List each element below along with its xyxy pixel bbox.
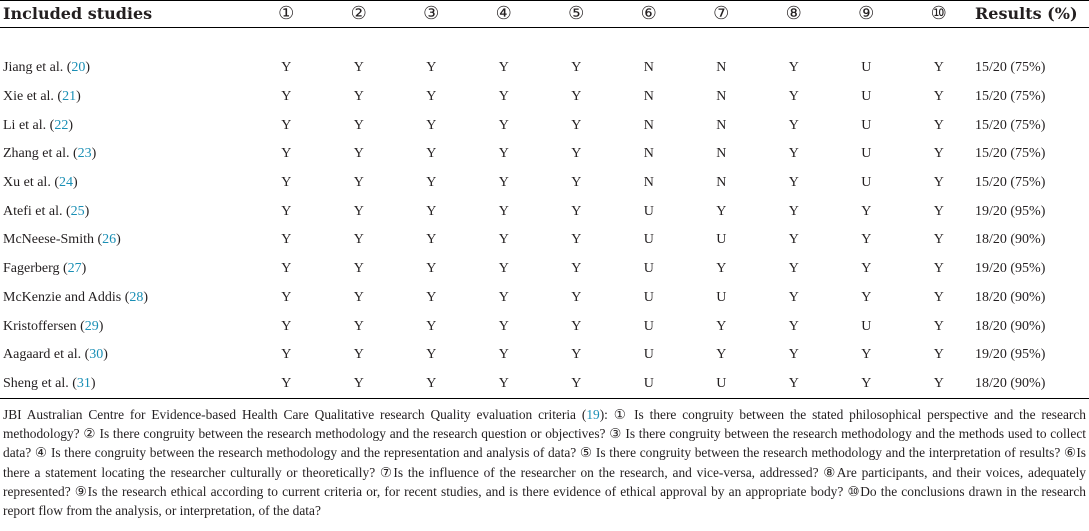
criterion-cell-9: U <box>861 146 872 162</box>
criterion-cell-5: Y <box>571 232 582 248</box>
study-name: Kristoffersen ( <box>3 318 85 334</box>
criterion-cell-3: Y <box>426 318 437 334</box>
study-name-close: ) <box>103 347 108 363</box>
criterion-cell-3: Y <box>426 375 437 391</box>
criterion-cell-10: Y <box>933 261 944 277</box>
criterion-cell-4: Y <box>498 203 509 219</box>
table-row <box>0 140 1089 169</box>
criterion-cell-8: Y <box>788 146 799 162</box>
criterion-cell-4: Y <box>498 318 509 334</box>
criterion-header-2: ② <box>350 2 367 24</box>
criterion-cell-7: N <box>716 89 727 105</box>
study-name-close: ) <box>143 289 149 305</box>
table-row <box>0 111 1089 140</box>
criterion-cell-1: Y <box>281 289 292 305</box>
criterion-cell-1: Y <box>281 203 292 219</box>
criterion-header-5: ⑤ <box>568 2 585 24</box>
study-name: Xie et al. ( <box>3 89 63 105</box>
results-header: Results (%) <box>975 3 1078 23</box>
result-cell: 15/20 (75%) <box>975 117 1046 133</box>
study-name-cell <box>0 312 250 341</box>
reference-link[interactable]: 31 <box>76 375 91 391</box>
criterion-cell-1: Y <box>281 175 292 191</box>
criterion-cell-1: Y <box>281 117 292 133</box>
reference-link[interactable]: 29 <box>84 318 99 334</box>
criterion-cell-1: Y <box>281 232 292 248</box>
criterion-cell-7: N <box>716 117 727 133</box>
criterion-cell-3: Y <box>426 175 437 191</box>
criterion-cell-7: U <box>716 375 727 391</box>
criterion-cell-5: Y <box>571 146 582 162</box>
criterion-cell-2: Y <box>353 203 364 219</box>
study-name: Aagaard et al. ( <box>3 347 90 363</box>
study-name-cell <box>0 197 250 226</box>
criterion-cell-9: Y <box>861 375 872 391</box>
criterion-header-3: ③ <box>423 2 440 24</box>
reference-link[interactable]: 23 <box>77 146 92 162</box>
criterion-cell-3: Y <box>426 89 437 105</box>
reference-link[interactable]: 24 <box>58 175 73 191</box>
criterion-cell-1: Y <box>281 89 292 105</box>
criterion-cell-2: Y <box>353 232 364 248</box>
criterion-cell-2: Y <box>353 175 364 191</box>
criterion-cell-10: Y <box>933 318 944 334</box>
criterion-cell-8: Y <box>788 375 799 391</box>
result-cell: 15/20 (75%) <box>975 175 1046 191</box>
table-bottom-rule <box>0 398 1089 399</box>
study-name: Fagerberg ( <box>3 261 68 277</box>
reference-link[interactable]: 27 <box>67 261 82 277</box>
study-name-close: ) <box>81 261 87 277</box>
criterion-cell-4: Y <box>498 375 509 391</box>
table-row <box>0 197 1089 226</box>
study-name-close: ) <box>72 175 78 191</box>
criterion-cell-10: Y <box>933 146 944 162</box>
result-cell: 19/20 (95%) <box>975 261 1046 277</box>
criterion-cell-8: Y <box>788 347 799 363</box>
criterion-cell-6: U <box>643 375 654 391</box>
result-cell: 19/20 (95%) <box>975 347 1046 363</box>
criterion-cell-4: Y <box>498 117 509 133</box>
study-name-close: ) <box>91 146 97 162</box>
criterion-cell-4: Y <box>498 347 509 363</box>
criterion-cell-4: Y <box>498 261 509 277</box>
criterion-cell-5: Y <box>571 60 582 76</box>
criterion-cell-7: N <box>716 175 727 191</box>
criterion-cell-5: Y <box>571 375 582 391</box>
table-row <box>0 341 1089 370</box>
criterion-cell-4: Y <box>498 289 509 305</box>
result-cell: 15/20 (75%) <box>975 60 1046 76</box>
criterion-cell-1: Y <box>281 375 292 391</box>
result-cell: 19/20 (95%) <box>975 203 1046 219</box>
criterion-cell-3: Y <box>426 203 437 219</box>
result-cell: 18/20 (90%) <box>975 318 1046 334</box>
criterion-cell-7: U <box>716 232 727 248</box>
criterion-cell-8: Y <box>788 261 799 277</box>
table-row <box>0 312 1089 341</box>
criterion-cell-2: Y <box>353 146 364 162</box>
table-row <box>0 284 1089 313</box>
criterion-cell-9: U <box>861 318 872 334</box>
study-name-close: ) <box>90 375 96 391</box>
criterion-cell-3: Y <box>426 347 437 363</box>
criterion-cell-10: Y <box>933 232 944 248</box>
table-footnote <box>3 405 1086 520</box>
criterion-cell-4: Y <box>498 89 509 105</box>
study-name-close: ) <box>116 232 121 248</box>
criterion-cell-4: Y <box>498 60 509 76</box>
criterion-header-4: ④ <box>495 2 512 24</box>
criterion-cell-2: Y <box>353 318 364 334</box>
table-row <box>0 83 1089 112</box>
criterion-cell-10: Y <box>933 60 944 76</box>
study-name: McKenzie and Addis ( <box>3 289 130 305</box>
result-cell: 18/20 (90%) <box>975 232 1046 248</box>
footnote-text-after: ): ① Is there congruity between the stated philosophical perspective and the research methodology? ② Is there congruity between the research methodology and the research question or objectives? ③ Is there congruity between the research methodology and the methods used to collect data? ④ Is there congruity between the research methodology and the representation and analysis of data? ⑤ Is there congruity between the research methodology and the interpretation of results? ⑥Is there a statement locating the researcher culturally or theoretically? ⑦Is the influence of the researcher on the research, and vice-versa, addressed? ⑧Are participants, and their voices, adequately represented? ⑨Is the research ethical according to current criteria or, for recent studies, and is there evidence of ethical approval by an appropriate body? ⑩Do the conclusions drawn in the research report flow from the analysis, or interpretation, of the data? <box>3 407 1086 519</box>
study-name-cell <box>0 140 250 169</box>
study-name-cell <box>0 341 250 370</box>
criterion-cell-1: Y <box>281 347 292 363</box>
header-rule <box>0 27 1089 54</box>
criterion-cell-7: Y <box>716 318 727 334</box>
criterion-cell-6: U <box>643 261 654 277</box>
study-name-close: ) <box>98 318 104 334</box>
criterion-cell-2: Y <box>353 261 364 277</box>
table-body <box>0 54 1089 398</box>
criterion-cell-10: Y <box>933 117 944 133</box>
criterion-cell-2: Y <box>353 117 364 133</box>
criterion-cell-8: Y <box>788 232 799 248</box>
criterion-cell-7: Y <box>716 261 727 277</box>
criterion-cell-10: Y <box>933 347 944 363</box>
study-name: Sheng et al. ( <box>3 375 77 391</box>
criterion-cell-7: N <box>716 60 727 76</box>
study-name-close: ) <box>84 203 90 219</box>
criterion-cell-1: Y <box>281 60 292 76</box>
table-row <box>0 54 1089 83</box>
study-name-cell <box>0 255 250 284</box>
criterion-header-7: ⑦ <box>713 2 730 24</box>
reference-link[interactable]: 30 <box>89 347 104 363</box>
criterion-cell-3: Y <box>426 146 437 162</box>
criterion-cell-8: Y <box>788 89 799 105</box>
criterion-cell-6: N <box>643 146 654 162</box>
criterion-cell-7: U <box>716 289 727 305</box>
study-name: Xu et al. ( <box>3 175 59 191</box>
criterion-header-1: ① <box>278 2 295 24</box>
criterion-cell-8: Y <box>788 117 799 133</box>
result-cell: 15/20 (75%) <box>975 89 1046 105</box>
study-name-cell <box>0 284 250 313</box>
criterion-cell-4: Y <box>498 146 509 162</box>
study-name-cell <box>0 83 250 112</box>
reference-link[interactable]: 21 <box>62 89 77 105</box>
table-header <box>0 0 1089 54</box>
study-name-close: ) <box>76 89 81 105</box>
criterion-cell-10: Y <box>933 89 944 105</box>
criterion-cell-5: Y <box>571 347 582 363</box>
study-name: Zhang et al. ( <box>3 146 78 162</box>
study-name: Li et al. ( <box>3 117 55 133</box>
criterion-cell-9: Y <box>861 347 872 363</box>
criterion-cell-6: U <box>643 347 654 363</box>
criterion-header-8: ⑧ <box>785 2 802 24</box>
study-name-close: ) <box>85 60 91 76</box>
included-studies-header: Included studies <box>3 3 153 23</box>
reference-link[interactable]: 22 <box>54 117 69 133</box>
criterion-cell-2: Y <box>353 89 364 105</box>
criterion-cell-8: Y <box>788 203 799 219</box>
criterion-cell-6: U <box>643 289 654 305</box>
criterion-cell-8: Y <box>788 318 799 334</box>
criterion-cell-7: Y <box>716 347 727 363</box>
footnote-text-before: JBI Australian Centre for Evidence-based Health Care Qualitative research Quality evaluation criteria ( <box>3 407 587 422</box>
criterion-cell-9: Y <box>861 289 872 305</box>
criterion-cell-5: Y <box>571 203 582 219</box>
study-name: Atefi et al. ( <box>3 203 71 219</box>
criterion-cell-9: U <box>861 175 872 191</box>
criterion-cell-6: U <box>643 232 654 248</box>
criterion-cell-6: N <box>643 60 654 76</box>
criterion-header-10: ⑩ <box>930 2 947 24</box>
study-name: McNeese-Smith ( <box>3 232 103 248</box>
reference-link[interactable]: 20 <box>71 60 86 76</box>
criterion-cell-9: U <box>861 60 872 76</box>
criterion-cell-6: U <box>643 318 654 334</box>
table-row <box>0 169 1089 198</box>
criterion-cell-10: Y <box>933 289 944 305</box>
criterion-cell-9: Y <box>861 203 872 219</box>
result-cell: 15/20 (75%) <box>975 146 1046 162</box>
criterion-cell-4: Y <box>498 175 509 191</box>
criterion-cell-3: Y <box>426 232 437 248</box>
criterion-cell-2: Y <box>353 375 364 391</box>
result-cell: 18/20 (90%) <box>975 289 1046 305</box>
footnote-reference-link[interactable]: 19 <box>586 407 600 422</box>
criterion-cell-8: Y <box>788 175 799 191</box>
criterion-cell-6: U <box>643 203 654 219</box>
criterion-cell-9: U <box>861 89 872 105</box>
criterion-cell-10: Y <box>933 175 944 191</box>
criterion-cell-6: N <box>643 175 654 191</box>
study-name-close: ) <box>68 117 73 133</box>
criterion-cell-5: Y <box>571 289 582 305</box>
criterion-cell-3: Y <box>426 60 437 76</box>
criterion-cell-9: Y <box>861 232 872 248</box>
study-name-cell <box>0 226 250 255</box>
criterion-cell-6: N <box>643 89 654 105</box>
reference-link[interactable]: 26 <box>102 232 117 248</box>
criterion-cell-8: Y <box>788 289 799 305</box>
criterion-cell-10: Y <box>933 375 944 391</box>
study-name-cell <box>0 111 250 140</box>
table-row <box>0 226 1089 255</box>
criterion-cell-7: Y <box>716 203 727 219</box>
criterion-cell-8: Y <box>788 60 799 76</box>
study-name-cell <box>0 370 250 399</box>
study-name-cell <box>0 54 250 83</box>
study-name: Jiang et al. ( <box>3 60 72 76</box>
criterion-cell-5: Y <box>571 117 582 133</box>
criterion-cell-2: Y <box>353 60 364 76</box>
result-cell: 18/20 (90%) <box>975 375 1046 391</box>
criterion-cell-9: Y <box>861 261 872 277</box>
reference-link[interactable]: 25 <box>70 203 85 219</box>
criterion-cell-4: Y <box>498 232 509 248</box>
criterion-cell-2: Y <box>353 289 364 305</box>
table-row <box>0 370 1089 399</box>
reference-link[interactable]: 28 <box>129 289 144 305</box>
criterion-cell-6: N <box>643 117 654 133</box>
criterion-cell-5: Y <box>571 175 582 191</box>
criterion-cell-5: Y <box>571 89 582 105</box>
criterion-header-9: ⑨ <box>858 2 875 24</box>
criterion-cell-1: Y <box>281 318 292 334</box>
criterion-cell-5: Y <box>571 318 582 334</box>
criterion-cell-1: Y <box>281 261 292 277</box>
criterion-cell-1: Y <box>281 146 292 162</box>
criterion-cell-10: Y <box>933 203 944 219</box>
criterion-cell-3: Y <box>426 261 437 277</box>
table-row <box>0 255 1089 284</box>
criterion-cell-3: Y <box>426 117 437 133</box>
criterion-cell-7: N <box>716 146 727 162</box>
criterion-cell-2: Y <box>353 347 364 363</box>
criterion-cell-3: Y <box>426 289 437 305</box>
criterion-cell-9: U <box>861 117 872 133</box>
criterion-cell-5: Y <box>571 261 582 277</box>
criterion-header-6: ⑥ <box>640 2 657 24</box>
study-name-cell <box>0 169 250 198</box>
